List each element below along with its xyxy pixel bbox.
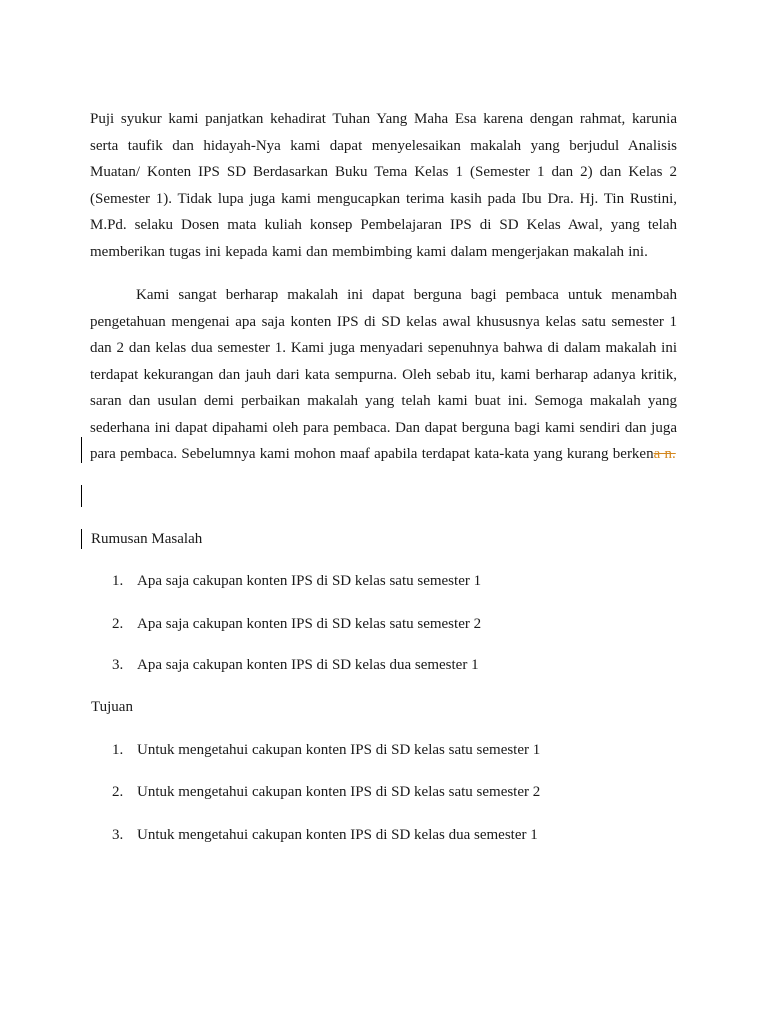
hope-paragraph-text: Kami sangat berharap makalah ini dapat berguna bagi pembaca untuk menambah pengetahuan mengenai apa saja konten IPS di SD kelas awal khususnya kelas satu semester 1 dan 2 dan kelas dua semester 1. Kami juga menyadari sepenuhnya bahwa di dalam makalah ini terdapat kekurangan dan jauh dari kata sempurna. Oleh sebab itu, kami berharap adanya kritik, saran dan usulan demi perbaikan makalah yang telah kami buat ini. Semoga makalah yang sederhana ini dapat dipahami oleh para pembaca. Dan dapat berguna bagi kami sendiri dan juga para pembaca. Sebelumnya kami mohon maaf apabila terdapat kata-kata yang kurang berken xyxy=(90,287,677,462)
list-item-text: Untuk mengetahui cakupan konten IPS di SD kelas satu semester 1 xyxy=(137,742,541,758)
rumusan-list-item xyxy=(112,571,672,591)
list-number: 3. xyxy=(112,827,124,843)
list-item-text: Apa saja cakupan konten IPS di SD kelas dua semester 1 xyxy=(137,657,479,673)
list-number: 3. xyxy=(112,657,124,673)
list-item-text: Apa saja cakupan konten IPS di SD kelas satu semester 2 xyxy=(137,616,482,632)
tracked-deletion: a n. xyxy=(653,446,676,462)
tujuan-list-item xyxy=(112,782,672,802)
list-number: 1. xyxy=(112,573,124,589)
list-number: 2. xyxy=(112,784,124,800)
hope-paragraph xyxy=(90,282,677,468)
list-item-text: Untuk mengetahui cakupan konten IPS di SD kelas satu semester 2 xyxy=(137,784,541,800)
change-bar xyxy=(81,529,82,549)
list-item-text: Apa saja cakupan konten IPS di SD kelas satu semester 1 xyxy=(137,573,482,589)
rumusan-masalah-heading: Rumusan Masalah xyxy=(91,531,203,547)
change-bar xyxy=(81,485,82,507)
rumusan-list-item xyxy=(112,655,672,675)
intro-paragraph xyxy=(90,106,677,265)
list-item-text: Untuk mengetahui cakupan konten IPS di SD kelas dua semester 1 xyxy=(137,827,538,843)
tujuan-list-item xyxy=(112,740,672,760)
rumusan-list-item xyxy=(112,614,672,634)
list-number: 2. xyxy=(112,616,124,632)
tujuan-list-item xyxy=(112,825,672,845)
list-number: 1. xyxy=(112,742,124,758)
intro-paragraph-text: Puji syukur kami panjatkan kehadirat Tuhan Yang Maha Esa karena dengan rahmat, karunia serta taufik dan hidayah-Nya kami dapat menyelesaikan makalah yang berjudul Analisis Muatan/ Konten IPS SD Berdasarkan Buku Tema Kelas 1 (Semester 1 dan 2) dan Kelas 2 (Semester 1). Tidak lupa juga kami mengucapkan terima kasih pada Ibu Dra. Hj. Tin Rustini, M.Pd. selaku Dosen mata kuliah konsep Pembelajaran IPS di SD Kelas Awal, yang telah memberikan tugas ini kepada kami dan membimbing kami dalam mengerjakan makalah ini. xyxy=(90,111,677,260)
change-bar xyxy=(81,437,82,463)
tujuan-heading: Tujuan xyxy=(91,699,133,715)
